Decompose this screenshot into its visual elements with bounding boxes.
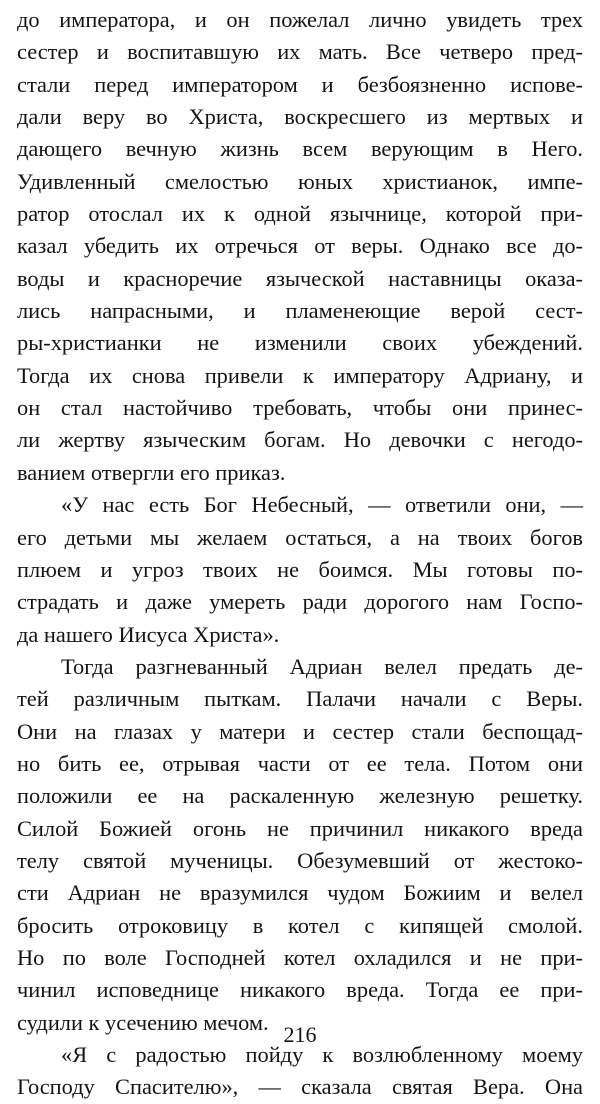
page-number: 216 — [283, 1022, 317, 1047]
text-line: Они на глазах у матери и сестер стали беспощад- — [17, 718, 583, 744]
text-line: ры-христианки не изменили своих убеждений. — [17, 330, 583, 356]
text-line: казал убедить их отречься от веры. Однако все до- — [17, 233, 583, 259]
text-line: ратор отослал их к одной язычнице, которой при- — [17, 201, 583, 227]
text-line: дали веру во Христа, воскресшего из мертвых и — [17, 104, 583, 130]
text-line: воды и красноречие языческой наставницы оказа- — [17, 265, 583, 291]
text-line: Тогда разгневанный Адриан велел предать де- — [61, 653, 583, 679]
text-line: Тогда их снова привели к императору Адриану, и — [17, 362, 583, 388]
text-line: тей различным пыткам. Палачи начали с Веры. — [17, 686, 583, 712]
text-line: сестер и воспитавшую их мать. Все четверо пред- — [17, 39, 583, 65]
text-line: до императора, и он пожелал лично увидеть трех — [17, 7, 583, 32]
text-line: его детьми мы желаем остаться, а на твоих богов — [17, 524, 583, 550]
text-line: страдать и даже умереть ради дорогого нам Госпо- — [17, 589, 583, 615]
text-line: но бить ее, отрывая части от ее тела. Потом они — [17, 750, 583, 776]
text-line: Удивленный смелостью юных христианок, импе- — [17, 168, 583, 194]
text-line: Господу Спасителю», — сказала святая Вера. Она — [17, 1074, 583, 1100]
text-line: сти Адриан не вразумился чудом Божиим и велел — [17, 880, 583, 906]
text-line: ли жертву языческим богам. Но девочки с негодо- — [17, 427, 583, 453]
text-line: стали перед императором и безбоязненно испове- — [17, 71, 583, 97]
text-line: судили к усечению мечом. — [17, 1009, 269, 1035]
text-line: «У нас есть Бог Небесный, — ответили они, — — [61, 492, 583, 518]
text-line: Но по воле Господней котел охладился и не при- — [17, 944, 583, 970]
text-line: чинил исповеднице никакого вреда. Тогда ее при- — [17, 977, 583, 1003]
page-text — [17, 4, 583, 1104]
text-line: лись напрасными, и пламенеющие верой сест- — [17, 298, 583, 324]
text-line: плюем и угроз твоих не боимся. Мы готовы по- — [17, 556, 583, 582]
text-line: да нашего Иисуса Христа». — [17, 621, 280, 647]
text-line: он стал настойчиво требовать, чтобы они принес- — [17, 395, 583, 421]
text-line: положили ее на раскаленную железную решетку. — [17, 783, 583, 809]
text-line: ванием отвергли его приказ. — [17, 459, 286, 485]
text-line: телу святой мученицы. Обезумевший от жестоко- — [17, 847, 583, 873]
text-line: Силой Божией огонь не причинил никакого вреда — [17, 815, 583, 841]
text-line: «Я с радостью пойду к возлюбленному моему — [61, 1042, 583, 1067]
text-line: дающего вечную жизнь всем верующим в Него. — [17, 136, 583, 162]
text-line: бросить отроковицу в котел с кипящей смолой. — [17, 912, 583, 938]
